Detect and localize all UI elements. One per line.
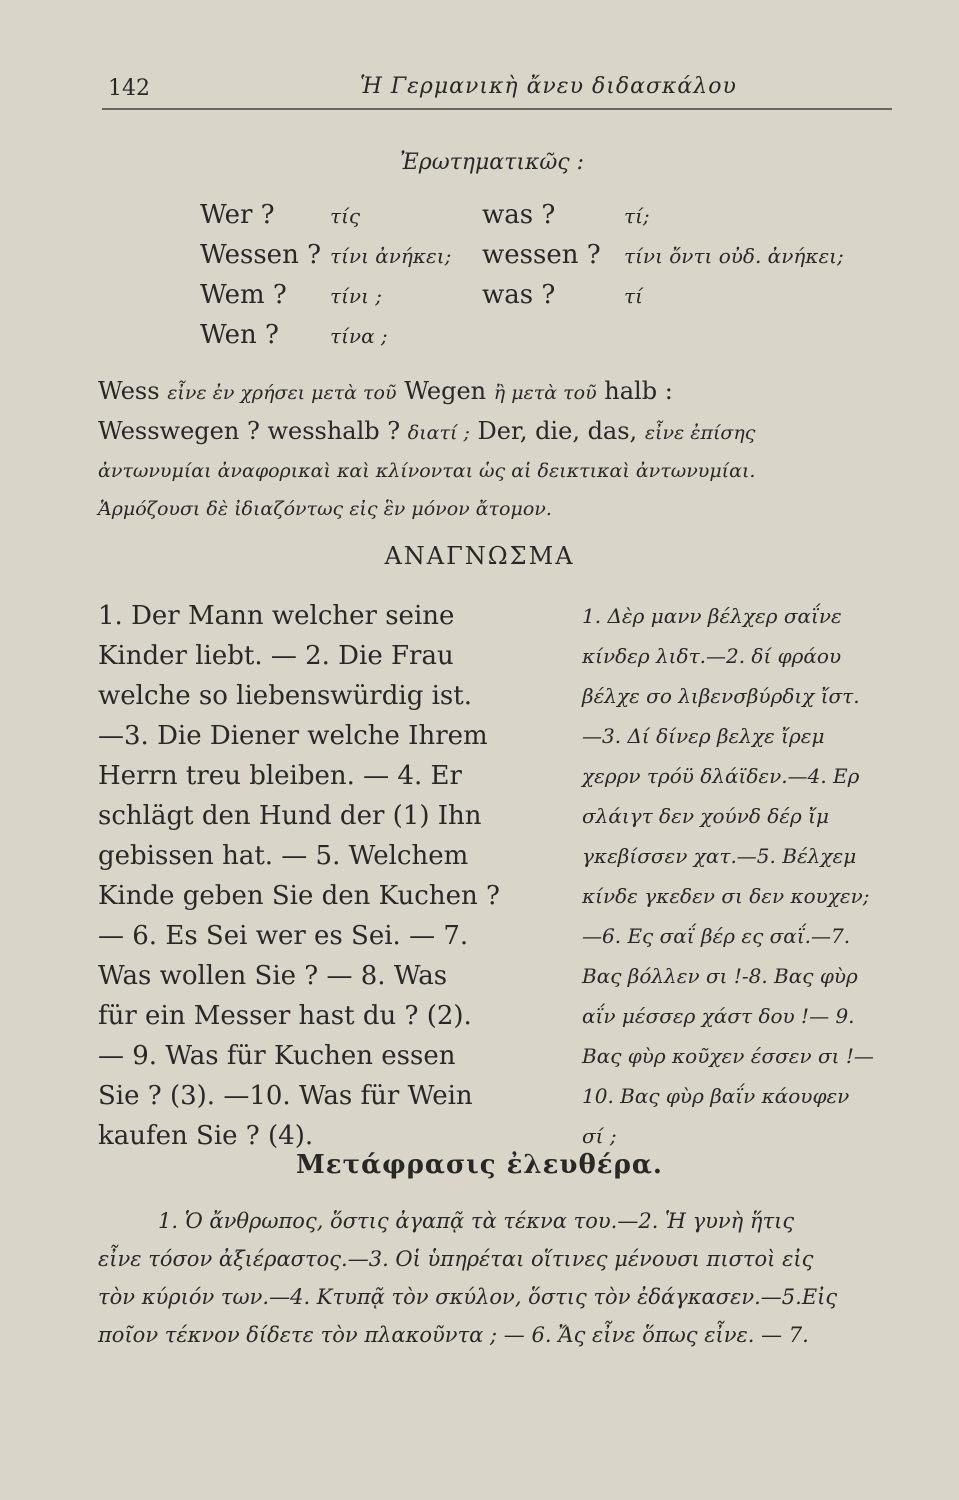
greek-gloss: τίνα ; [330, 324, 388, 348]
note-term: Wesswegen ? wesshalb ? [98, 417, 401, 445]
note-text: εἶνε ἐπίσης [644, 422, 756, 444]
text-line: σί ; [582, 1124, 617, 1148]
text-line: ποῖον τέκνον δίδετε τὸν πλακοῦντα ; — 6. Ἄς εἶνε ὅπως εἶνε. — 7. [98, 1323, 809, 1347]
translation-heading: Μετάφρασις ἐλευθέρα. [296, 1150, 663, 1180]
text-line: Βας βόλλεν σι !-8. Βας φὺρ [582, 964, 858, 988]
note-text: διατί ; [407, 422, 470, 444]
text-line: welche so liebenswürdig ist. [98, 681, 472, 711]
text-line: σλάιγτ δεν χούνδ δέρ ἴμ [582, 804, 829, 828]
note-text: ἢ μετὰ τοῦ [493, 382, 597, 404]
text-line: κίνδερ λιδτ.—2. δί φράου [582, 644, 842, 668]
reading-german-column [98, 596, 560, 1156]
text-line: Herrn treu bleiben. — 4. Er [98, 761, 462, 791]
text-line: für ein Messer hast du ? (2). [98, 1001, 472, 1031]
free-translation [98, 1202, 898, 1354]
text-line: —3. Δί δίνερ βελχε ἴρεμ [582, 724, 825, 748]
note-line [98, 372, 898, 412]
german-pronoun: was ? [482, 200, 556, 230]
text-line: Βας φὺρ κοῦχεν έσσεν σι !— [582, 1044, 874, 1068]
grammar-note [98, 372, 898, 528]
text-line: —6. Ες σαΐ βέρ ες σαΐ.—7. [582, 924, 851, 948]
text-line: — 6. Es Sei wer es Sei. — 7. [98, 921, 469, 951]
text-line: βέλχε σο λιβενσβύρδιχ ἴστ. [582, 684, 860, 708]
text-line: —3. Die Diener welche Ihrem [98, 721, 488, 751]
text-line: — 9. Was für Kuchen essen [98, 1041, 456, 1071]
note-term: Der, die, das, [477, 417, 638, 445]
text-line: Kinde geben Sie den Kuchen ? [98, 881, 500, 911]
text-line: Was wollen Sie ? — 8. Was [98, 961, 448, 991]
note-text: εἶνε ἐν χρήσει μετὰ τοῦ [167, 382, 397, 404]
reading-pronunciation-column [582, 596, 898, 1156]
text-line: αΐν μέσσερ χάστ δου !— 9. [582, 1004, 855, 1028]
greek-gloss: τίνι ; [330, 284, 383, 308]
german-pronoun: wessen ? [482, 240, 601, 270]
section-subtitle: Ἐρωτηματικῶς : [400, 150, 585, 175]
greek-gloss: τίνι ἀνήκει; [330, 244, 452, 268]
text-line: 1. Δὲρ μανν βέλχερ σαΐνε [582, 604, 842, 628]
note-line [98, 412, 898, 452]
text-line: 1. Der Mann welcher seine [98, 601, 455, 631]
greek-gloss: τίνι ὄντι οὐδ. ἀνήκει; [624, 244, 844, 268]
note-term: Wegen [404, 377, 487, 405]
greek-gloss: τί; [624, 204, 650, 228]
text-line: 1. Ὁ ἄνθρωπος, ὅστις ἀγαπᾷ τὰ τέκνα του.—2. Ἡ γυνὴ ἥτις [158, 1209, 795, 1233]
reading-heading: ΑΝΑΓΝΩΣΜΑ [384, 542, 575, 570]
text-line: schlägt den Hund der (1) Ihn [98, 801, 482, 831]
text-line: gebissen hat. — 5. Welchem [98, 841, 469, 871]
note-line: ἀντωνυμίαι ἀναφορικαὶ καὶ κλίνονται ὡς αἱ δεικτικαὶ ἀντωνυμίαι. [98, 460, 756, 482]
note-term: halb : [604, 377, 673, 405]
note-term: Wess [98, 377, 160, 405]
note-line: Ἁρμόζουσι δὲ ἰδιαζόντως εἰς ἓν μόνον ἄτομον. [98, 498, 552, 520]
text-line: γκεβίσσεν χατ.—5. Βέλχεμ [582, 844, 857, 868]
page-number: 142 [108, 76, 150, 101]
text-line: 10. Βας φὺρ βαΐν κάουφεν [582, 1084, 850, 1108]
text-line: κίνδε γκεδεν σι δεν κουχεν; [582, 884, 870, 908]
german-pronoun: Wessen ? [200, 240, 322, 270]
text-line: χερρν τρόϋ δλάϊδεν.—4. Ερ [582, 764, 860, 788]
german-pronoun: was ? [482, 280, 556, 310]
german-pronoun: Wer ? [200, 200, 275, 230]
german-pronoun: Wem ? [200, 280, 287, 310]
page-header [102, 68, 892, 110]
text-line: τὸν κύριόν των.—4. Κτυπᾷ τὸν σκύλον, ὅστις τὸν ἐδάγκασεν.—5.Εἰς [98, 1285, 838, 1309]
text-line: εἶνε τόσον ἀξιέραστος.—3. Οἱ ὑπηρέται οἵτινες μένουσι πιστοὶ εἰς [98, 1247, 814, 1271]
greek-gloss: τίς [330, 204, 361, 228]
text-line: Sie ? (3). —10. Was für Wein [98, 1081, 473, 1111]
greek-gloss: τί [624, 284, 643, 308]
german-pronoun: Wen ? [200, 320, 279, 350]
text-line: Kinder liebt. — 2. Die Frau [98, 641, 454, 671]
running-title: Ἡ Γερμανικὴ ἄνευ διδασκάλου [360, 74, 737, 99]
text-line: kaufen Sie ? (4). [98, 1121, 314, 1151]
